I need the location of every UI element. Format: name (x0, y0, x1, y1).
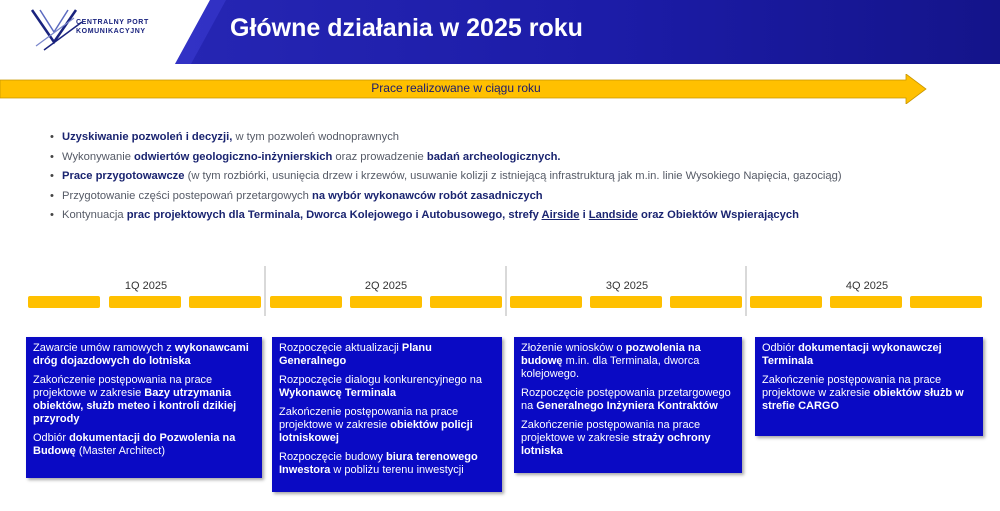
quarter-box-3q (514, 337, 742, 473)
bullet-item (50, 148, 950, 168)
text-run: dokumentacji wykonawczej Terminala (762, 342, 942, 367)
text-run: w pobliżu terenu inwestycji (330, 464, 464, 476)
text-run: Przygotowanie części postepowań przetargowych (62, 189, 312, 202)
quarter-label-2q: 2Q 2025 (364, 280, 408, 292)
text-run: oraz prowadzenie (332, 150, 427, 163)
logo-line-2: KOMUNIKACYJNY (76, 28, 146, 35)
text-run: na wybór wykonawców robót zasadniczych (311, 189, 543, 202)
text-run: Zakończenie postępowania na prace projektowe w zakresie (762, 374, 942, 399)
quarter-box-1q (26, 337, 262, 478)
logo-text (76, 18, 166, 36)
arrow-label: Prace realizowane w ciągu roku (371, 81, 541, 95)
timeline-segment (590, 296, 662, 308)
text-run: Odbiór (33, 432, 70, 444)
text-run: Rozpoczęcie postępowania przetargowego na (521, 387, 731, 412)
bullet-list (50, 128, 950, 226)
text-run: i (579, 209, 589, 221)
milestone-item (279, 342, 495, 368)
text-run: dokumentacji do Pozwolenia na Budowę (33, 432, 236, 457)
text-run: Bazy utrzymania obiektów, służb meteo i kontroli dzikiej przyrody (33, 387, 237, 425)
timeline-segment (510, 296, 582, 308)
quarter-divider (505, 266, 507, 316)
milestone-item (521, 342, 735, 381)
text-run: straży ochrony lotniska (521, 432, 711, 457)
text-run: Generalnego Inżyniera Kontraktów (536, 400, 718, 412)
text-run: Rozpoczęcie dialogu konkurencyjnego na (279, 374, 483, 386)
timeline-segment (750, 296, 822, 308)
text-run: pozwolenia na budowę (521, 342, 701, 367)
bullet-item (50, 128, 950, 148)
logo-line-1: CENTRALNY PORT (76, 19, 149, 26)
page-title: Główne działania w 2025 roku (230, 14, 583, 42)
milestone-item (279, 406, 495, 445)
quarter-divider (264, 266, 266, 316)
text-run: Uzyskiwanie pozwoleń i decyzji, (62, 131, 233, 143)
timeline-segment (270, 296, 342, 308)
quarter-label-4q: 4Q 2025 (845, 280, 889, 292)
text-run: Wykonawcę Terminala (279, 387, 396, 399)
milestone-item (33, 342, 255, 368)
quarter-label-1q: 1Q 2025 (124, 280, 168, 292)
text-run: Zawarcie umów ramowych z (33, 342, 175, 354)
milestone-item (33, 432, 255, 458)
quarter-divider (745, 266, 747, 316)
quarter-label-3q: 3Q 2025 (605, 280, 649, 292)
milestone-item (762, 374, 976, 413)
text-run: prac projektowych dla Terminala, Dworca Kolejowego i Autobusowego, strefy (126, 209, 542, 221)
quarter-box-2q (272, 337, 502, 492)
timeline-segment (189, 296, 261, 308)
text-run: (w tym rozbiórki, usunięcia drzew i krzewów, usuwanie kolizji z istniejącą infrastrukturą jak m.in. linie Wysokiego Napięcia, gazociąg) (184, 170, 842, 182)
text-run: Rozpoczęcie budowy (279, 451, 387, 463)
milestone-item (762, 342, 976, 368)
milestone-item (279, 374, 495, 400)
text-run: biura terenowego Inwestora (279, 451, 478, 476)
timeline-segment (830, 296, 902, 308)
text-run: Rozpoczęcie aktualizacji (279, 342, 402, 354)
milestone-item (521, 387, 735, 413)
text-run: w tym pozwoleń wodnoprawnych (232, 131, 400, 143)
milestone-item (521, 419, 735, 458)
text-run: Złożenie wniosków o (521, 342, 626, 354)
milestone-item (33, 374, 255, 426)
text-run: wykonawcami dróg dojazdowych do lotniska (33, 342, 249, 367)
text-run: oraz Obiektów Wspierających (637, 209, 799, 221)
bullet-item (50, 187, 950, 207)
text-run: Landside (588, 209, 638, 221)
milestone-item (279, 451, 495, 477)
text-run: Zakończenie postępowania na prace projektowe w zakresie (279, 406, 459, 431)
text-run: Odbiór (762, 342, 799, 354)
text-run: Prace przygotowawcze (62, 170, 185, 182)
timeline-segment (670, 296, 742, 308)
text-run: obiektów służb w strefie CARGO (762, 387, 964, 412)
text-run: obiektów policji lotniskowej (279, 419, 473, 444)
text-run: badań archeologicznych. (426, 150, 561, 163)
timeline-segment (350, 296, 422, 308)
text-run: Kontynuacja (62, 209, 127, 221)
timeline-segment (28, 296, 100, 308)
timeline-segment (109, 296, 181, 308)
text-run: Zakończenie postępowania na prace projektowe w zakresie (33, 374, 213, 399)
bullet-item (50, 167, 950, 187)
text-run: (Master Architect) (75, 445, 166, 457)
bullet-item (50, 206, 950, 226)
text-run: m.in. dla Terminala, dworca kolejowego. (521, 355, 700, 380)
text-run: Zakończenie postępowania na prace projektowe w zakresie (521, 419, 701, 444)
text-run: odwiertów geologiczno-inżynierskich (134, 150, 333, 163)
timeline-segment (910, 296, 982, 308)
quarter-box-4q (755, 337, 983, 436)
timeline-segment (430, 296, 502, 308)
text-run: Planu Generalnego (279, 342, 432, 367)
text-run: Wykonywanie (62, 150, 135, 163)
text-run: Airside (541, 209, 580, 221)
